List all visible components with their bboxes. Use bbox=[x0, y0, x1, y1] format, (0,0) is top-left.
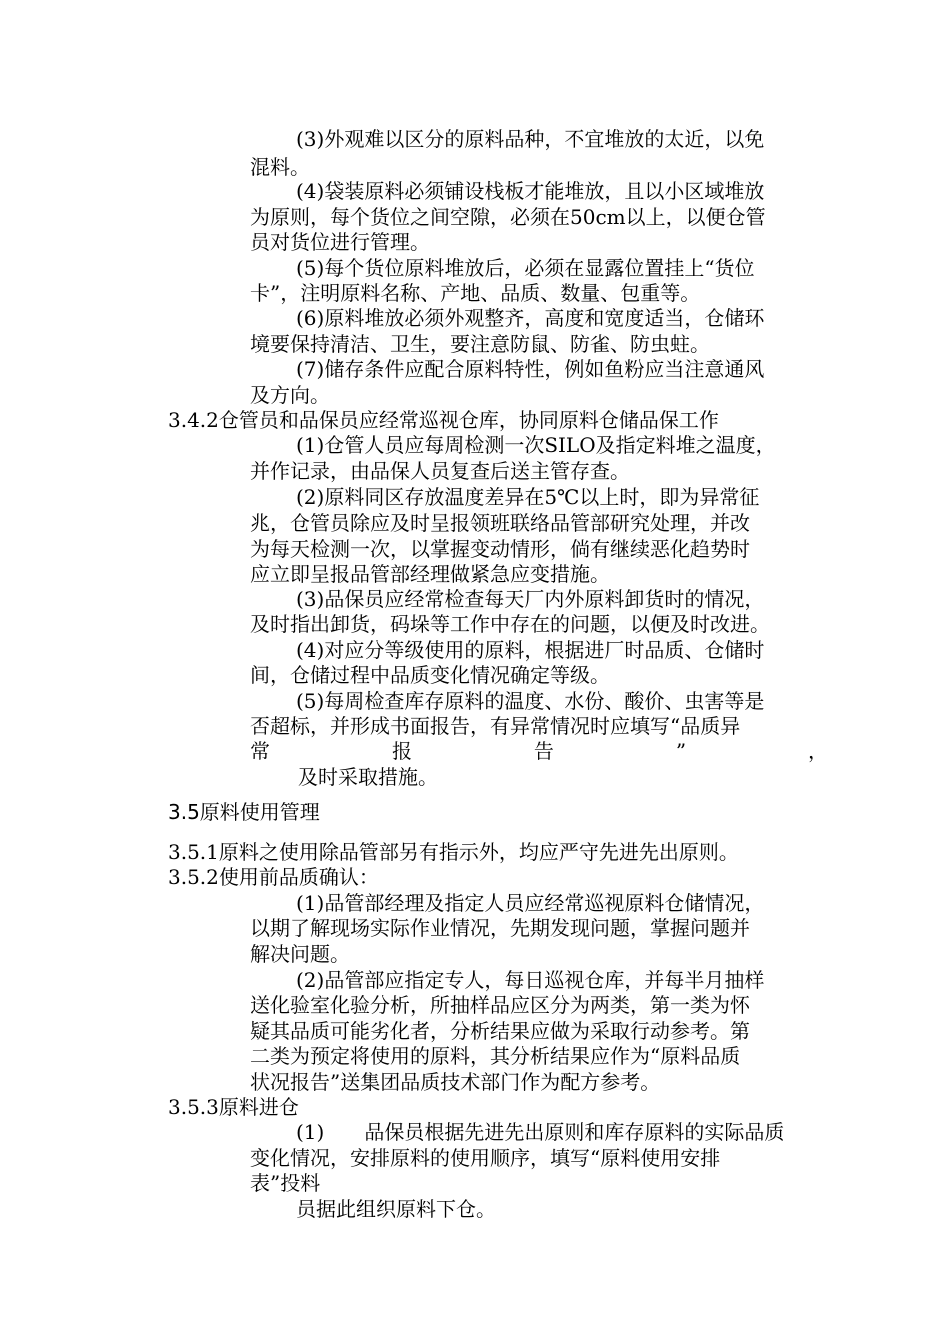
text-line: (2)原料同区存放温度差异在5℃以上时，即为异常征 bbox=[296, 485, 760, 509]
text-line: (1) 品保员根据先进先出原则和库存原料的实际品质 bbox=[296, 1120, 785, 1144]
text-line: (5)每周检查库存原料的温度、水份、酸价、虫害等是 bbox=[296, 689, 765, 713]
text-line: (3)品保员应经常检查每天厂内外原料卸货时的情况， bbox=[296, 587, 765, 611]
text-line: 以期了解现场实际作业情况，先期发现问题，掌握问题并 bbox=[250, 916, 750, 940]
text-line: 兆，仓管员除应及时呈报领班联络品管部研究处理，并改 bbox=[250, 511, 750, 535]
text-line: 解决问题。 bbox=[250, 942, 350, 966]
text-line: 混料。 bbox=[250, 155, 310, 179]
text-line: 疑其品质可能劣化者，分析结果应做为采取行动参考。第 bbox=[250, 1019, 750, 1043]
text-line: (7)储存条件应配合原料特性，例如鱼粉应当注意通风 bbox=[296, 357, 765, 381]
text-line: (4)袋装原料必须铺设栈板才能堆放，且以小区域堆放 bbox=[296, 179, 765, 203]
spread-char: 告 bbox=[533, 739, 554, 763]
section-heading: 3.5原料使用管理 bbox=[168, 800, 320, 824]
text-line: 卡”，注明原料名称、产地、品质、数量、包重等。 bbox=[250, 281, 701, 305]
spread-line bbox=[250, 737, 828, 765]
text-line: 变化情况，安排原料的使用顺序，填写“原料使用安排 bbox=[250, 1146, 721, 1170]
text-line: (1)品管部经理及指定人员应经常巡视原料仓储情况， bbox=[296, 891, 765, 915]
text-line: 及时指出卸货，码垛等工作中存在的问题，以便及时改进。 bbox=[250, 612, 770, 636]
text-line: (4)对应分等级使用的原料，根据进厂时品质、仓储时 bbox=[296, 638, 765, 662]
spread-char: ” bbox=[675, 739, 687, 763]
text-line: 表”投料 bbox=[250, 1171, 321, 1195]
spread-char: ， bbox=[807, 739, 828, 763]
text-line: 间，仓储过程中品质变化情况确定等级。 bbox=[250, 663, 610, 687]
text-line: 及方向。 bbox=[250, 383, 330, 407]
section-heading: 3.5.1原料之使用除品管部另有指示外，均应严守先进先出原则。 bbox=[168, 840, 739, 864]
text-line: 为每天检测一次，以掌握变动情形，倘有继续恶化趋势时 bbox=[250, 537, 750, 561]
text-line: (1)仓管人员应每周检测一次SILO及指定料堆之温度， bbox=[296, 433, 776, 457]
text-line: (3)外观难以区分的原料品种，不宜堆放的太近，以免 bbox=[296, 127, 765, 151]
text-line: 送化验室化验分析，所抽样品应区分为两类，第一类为怀 bbox=[250, 993, 750, 1017]
text-line: 为原则，每个货位之间空隙，必须在50cm以上，以便仓管 bbox=[250, 205, 766, 229]
spread-char: 报 bbox=[391, 739, 412, 763]
text-line: 应立即呈报品管部经理做紧急应变措施。 bbox=[250, 562, 610, 586]
text-line: 并作记录，由品保人员复查后送主管存查。 bbox=[250, 459, 630, 483]
text-line: 状况报告”送集团品质技术部门作为配方参考。 bbox=[250, 1070, 661, 1094]
text-line: (2)品管部应指定专人，每日巡视仓库，并每半月抽样 bbox=[296, 968, 765, 992]
text-line: 境要保持清洁、卫生，要注意防鼠、防雀、防虫蛀。 bbox=[250, 332, 710, 356]
section-heading: 3.4.2仓管员和品保员应经常巡视仓库，协同原料仓储品保工作 bbox=[168, 408, 719, 432]
text-line: (5)每个货位原料堆放后，必须在显露位置挂上“货位 bbox=[296, 256, 755, 280]
section-heading: 3.5.2使用前品质确认： bbox=[168, 865, 379, 889]
text-line: 二类为预定将使用的原料，其分析结果应作为“原料品质 bbox=[250, 1044, 741, 1068]
text-line: 及时采取措施。 bbox=[298, 765, 438, 789]
text-line: 员据此组织原料下仓。 bbox=[296, 1197, 496, 1221]
spread-char: 常 bbox=[250, 739, 270, 763]
text-line: (6)原料堆放必须外观整齐，高度和宽度适当，仓储环 bbox=[296, 306, 765, 330]
text-line: 员对货位进行管理。 bbox=[250, 230, 430, 254]
text-line: 否超标，并形成书面报告，有异常情况时应填写“品质异 bbox=[250, 714, 741, 738]
section-heading: 3.5.3原料进仓 bbox=[168, 1095, 299, 1119]
